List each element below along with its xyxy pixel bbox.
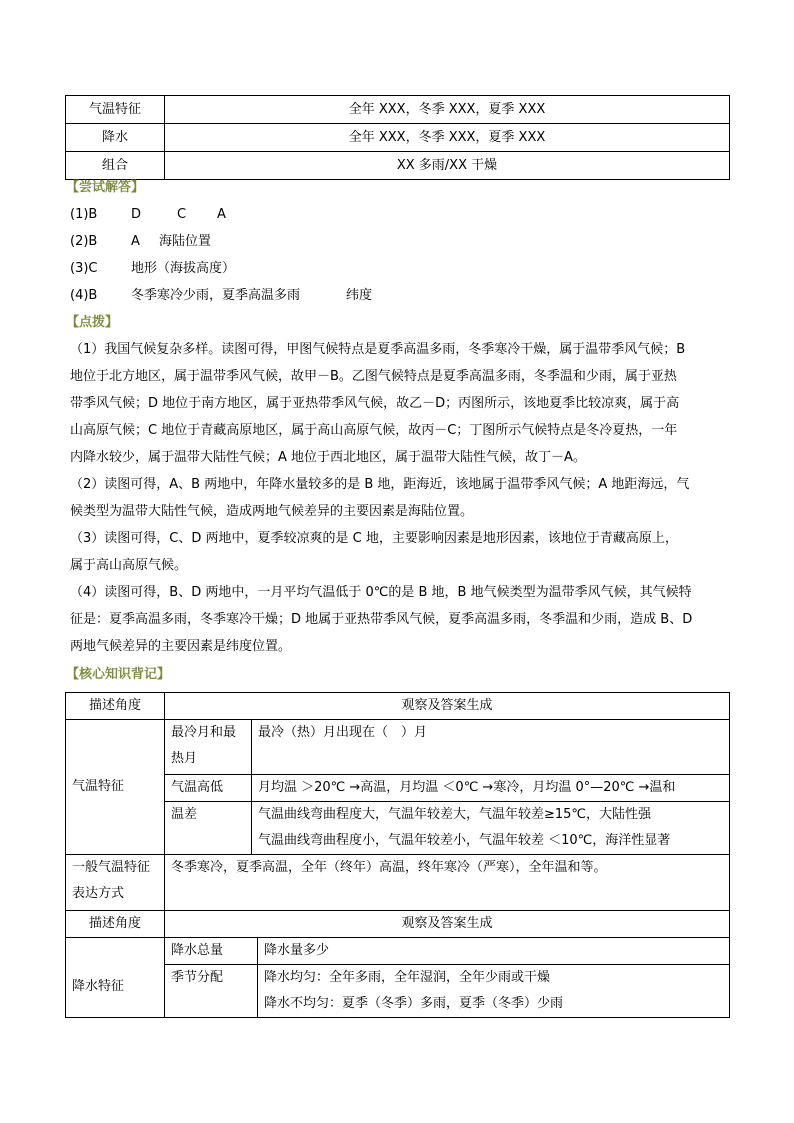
tips-line: 带季风气候；D 地位于南方地区，属于亚热带季风气候，故乙－D；丙图所示，该地夏季比较凉爽，属于高 [70, 396, 680, 411]
table-row [66, 720, 730, 775]
answer-4 [70, 288, 372, 304]
table-row [66, 855, 730, 911]
answer-1 [70, 207, 226, 223]
temp-label: 气温特征 [66, 720, 165, 855]
table-row [66, 911, 730, 938]
answer-part: D [131, 207, 142, 222]
tips-line: 征是：夏季高温多雨，冬季寒冷干燥；D 地属于亚热带季风气候，夏季高温多雨，冬季温和少雨，造成 B、D [70, 612, 693, 627]
answer-num: (1)B [70, 207, 98, 222]
tips-line: 内降水较少，属于温带大陆性气候；A 地位于西北地区，属于温带大陆性气候，故丁－A。 [70, 450, 586, 465]
cold-hot-label: 最冷月和最热月 [165, 720, 252, 775]
tips-line: （3）读图可得，C、D 两地中，夏季较凉爽的是 C 地，主要影响因素是地形因素，该地位于青藏高原上， [70, 531, 678, 546]
table-row [66, 965, 730, 1018]
table-row [66, 693, 730, 720]
answer-2 [70, 234, 211, 250]
row-value: 全年 XXX，冬季 XXX，夏季 XXX [165, 96, 730, 124]
level-label: 气温高低 [165, 775, 252, 802]
range-values [252, 802, 730, 855]
knowledge-table [65, 692, 730, 1018]
answer-3 [70, 261, 235, 277]
row-value: XX 多雨/XX 干燥 [165, 152, 730, 180]
answer-num: (2)B [70, 234, 98, 249]
knowledge-heading: 【核心知识背记】 [66, 667, 171, 682]
answer-part: A [217, 207, 226, 222]
answer-part: C [177, 207, 187, 222]
range-label: 温差 [165, 802, 252, 855]
table-row [66, 96, 730, 124]
tips-line: 属于高山高原气候。 [70, 558, 188, 573]
general-label: 一般气温特征表达方式 [66, 855, 165, 911]
season-value-1: 降水均匀：全年多雨，全年湿润，全年少雨或干燥 [264, 970, 551, 985]
tips-paragraph [70, 336, 730, 660]
answer-part: 地形（海拔高度） [131, 261, 236, 276]
summary-table [65, 95, 730, 180]
total-value: 降水量多少 [258, 938, 730, 965]
tips-line: （2）读图可得，A、B 两地中，年降水量较多的是 B 地，距海近，该地属于温带季风气候；A 地距海远，气 [70, 477, 690, 492]
season-values [258, 965, 730, 1018]
row-label: 组合 [66, 152, 165, 180]
precip-label: 降水特征 [66, 938, 165, 1018]
range-value-1: 气温曲线弯曲程度大，气温年较差大，气温年较差≥15℃，大陆性强 [258, 807, 652, 822]
tips-line: 山高原气候；C 地位于青藏高原地区，属于高山高原气候，故丙－C；丁图所示气候特点是冬冷夏热，一年 [70, 423, 678, 438]
answer-num: (4)B [70, 288, 98, 303]
level-value: 月均温 ＞20℃ →高温，月均温 ＜0℃ →寒冷，月均温 0°—20℃ →温和 [252, 775, 730, 802]
table-row [66, 802, 730, 855]
tips-line: 地位于北方地区，属于温带季风气候，故甲－B。乙图气候特点是夏季高温多雨，冬季温和少雨，属于亚热 [70, 369, 677, 384]
row-label: 气温特征 [66, 96, 165, 124]
header-cell: 描述角度 [66, 911, 165, 938]
row-label: 降水 [66, 124, 165, 152]
tips-line: 两地气候差异的主要因素是纬度位置。 [70, 639, 292, 654]
header-cell: 观察及答案生成 [165, 693, 730, 720]
table-row [66, 124, 730, 152]
season-value-2: 降水不均匀：夏季（冬季）多雨，夏季（冬季）少雨 [264, 996, 564, 1011]
range-value-2: 气温曲线弯曲程度小，气温年较差小，气温年较差 ＜10℃，海洋性显著 [258, 833, 671, 848]
season-label: 季节分配 [165, 965, 258, 1018]
table-row [66, 938, 730, 965]
answer-num: (3)C [70, 261, 98, 276]
total-label: 降水总量 [165, 938, 258, 965]
answer-part: 纬度 [346, 288, 373, 303]
answers-heading: 【尝试解答】 [66, 180, 145, 195]
row-value: 全年 XXX，冬季 XXX，夏季 XXX [165, 124, 730, 152]
answer-part: A [131, 234, 140, 249]
table-row [66, 775, 730, 802]
answer-part: 海陆位置 [159, 234, 212, 249]
tips-line: 候类型为温带大陆性气候，造成两地气候差异的主要因素是海陆位置。 [70, 504, 474, 519]
tips-line: （4）读图可得，B、D 两地中，一月平均气温低于 0℃的是 B 地，B 地气候类型为温带季风气候，其气候特 [70, 585, 692, 600]
answer-part: 冬季寒冷少雨，夏季高温多雨 [131, 288, 301, 303]
header-cell: 描述角度 [66, 693, 165, 720]
general-value: 冬季寒冷，夏季高温，全年（终年）高温，终年寒冷（严寒），全年温和等。 [165, 855, 730, 911]
cold-hot-value: 最冷（热）月出现在（ ）月 [252, 720, 730, 775]
tips-heading: 【点拨】 [66, 315, 119, 330]
tips-line: （1）我国气候复杂多样。读图可得，甲图气候特点是夏季高温多雨，冬季寒冷干燥，属于温带季风气候；B [70, 342, 686, 357]
table-row [66, 152, 730, 180]
header-cell: 观察及答案生成 [165, 911, 730, 938]
